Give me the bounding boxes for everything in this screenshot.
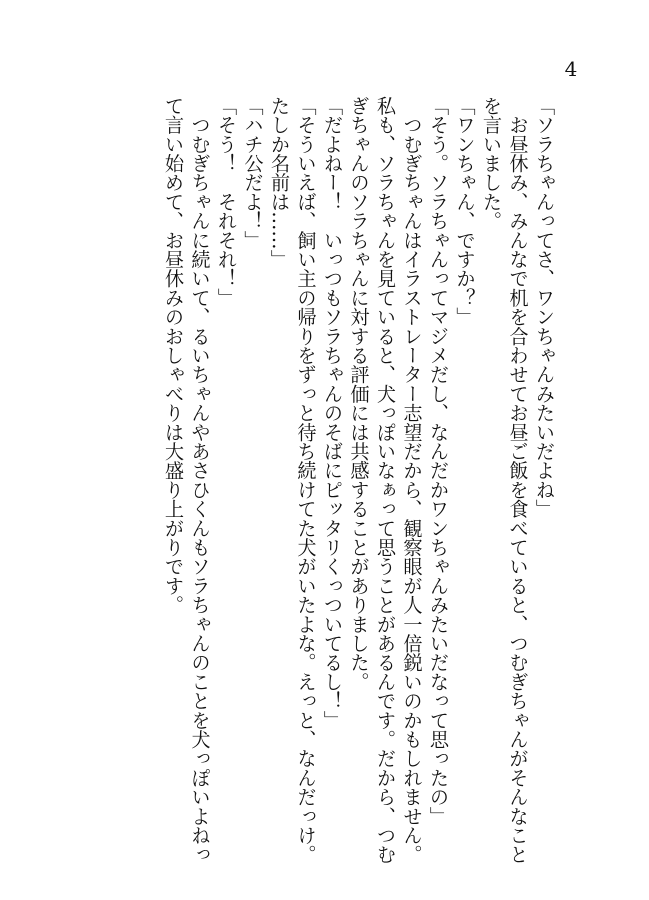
text-line-6: つむぎちゃんはイラストレーター志望だから、観察眼が人一倍鋭いのかもしれません。: [400, 96, 424, 864]
text-line-5: 「そう。ソラちゃんってマジメだし、なんだかワンちゃんみたいだなって思ったの」: [427, 96, 450, 826]
text-line-14: つむぎちゃんに続いて、るいちゃんやあさひくんもソラちゃんのことを犬っぽいよねっ: [188, 96, 212, 864]
text-line-2: お昼休み、みんなで机を合わせてお昼ご飯を食べていると、つむぎちゃんがそんなこと: [506, 96, 530, 864]
text-line-1: 「ソラちゃんってさ、ワンちゃんみたいだよね」: [533, 96, 556, 519]
text-line-8: ぎちゃんのソラちゃんに対する評価には共感することがありました。: [347, 96, 371, 692]
body-text: [160, 96, 558, 864]
text-line-11: たしか名前は……」: [268, 96, 291, 269]
text-line-10: 「そういえば、飼い主の帰りをずっと待ち続けてた犬がいたよな。えっと、なんだっけ。: [294, 96, 318, 864]
text-line-12: 「ハチ公だよ！」: [241, 96, 265, 250]
text-line-3: を言いました。: [480, 96, 503, 231]
page-number: 4: [564, 57, 578, 81]
text-line-4: 「ワンちゃん、ですか？」: [453, 96, 477, 327]
text-line-15: て言い始めて、お昼休みのおしゃべりは大盛り上がりです。: [162, 96, 185, 615]
text-line-7: 私も、ソラちゃんを見ていると、犬っぽいなぁって思うことがあるんです。だから、つむ: [374, 96, 397, 864]
text-line-9: 「だよねー！ いっつもソラちゃんのそばにピッタリくっついてるし！」: [321, 96, 344, 730]
text-line-13: 「そう！ それそれ！」: [215, 96, 238, 308]
